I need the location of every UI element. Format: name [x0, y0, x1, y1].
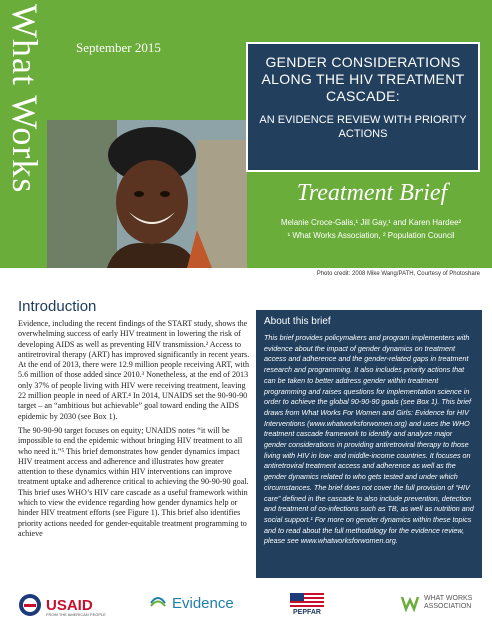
usaid-seal-icon [18, 593, 42, 617]
footer-logos [0, 585, 492, 635]
photo-credit: Photo credit: 2008 Mike Wang/PATH, Courtesy of Photoshare [316, 271, 480, 277]
ww-line-2: ASSOCIATION [424, 603, 472, 610]
evidence-name: Evidence [172, 594, 234, 612]
about-body: This brief provides policymakers and program implementers with evidence about the impact of gender dynamics on treatment access and adherence and the gender-related gaps in treatment research and programming. It also includes priority actions that can be taken to better address gender within treatment programming and raises questions for implementation science in order to achieve the global 90-90-90 goals (see Box 1). This brief draws from What Works For Women and Girls: Evidence for HIV Interventions (www.whatworksforwomen.org) and uses the WHO treatment cascade framework to identify and analyze major gender considerations in providing antiretroviral therapy to those living with HIV in low- and middle-income countries. It focuses on antiretroviral treatment access and adherence as well as the gender dynamics related to who gets tested and under which circumstances. The brief does not cover the full provision of “HIV care” defined in the cascade to also include prevention, detection and treatment of co-infections such as TB, as well as nutrition and social support.¹ For more on gender dynamics within these topics and to read about the full methodology for the evidence review, please see www.whatworksforwomen.org. [264, 333, 474, 546]
brief-subtitle: AN EVIDENCE REVIEW WITH PRIORITY ACTIONS [259, 114, 467, 140]
usaid-logo [18, 593, 106, 617]
usaid-name: USAID [46, 596, 93, 614]
header-band [0, 0, 492, 268]
brief-title: GENDER CONSIDERATIONS ALONG THE HIV TREATMENT CASCADE: [261, 54, 465, 104]
about-heading: About this brief [264, 316, 331, 327]
what-works-association-name [424, 595, 472, 611]
about-brief-box [256, 310, 482, 578]
author-affiliations: ¹ What Works Association, ² Population Council [287, 231, 455, 240]
title-box [246, 42, 480, 172]
author-names: Melanie Croce-Galis,¹ Jill Gay,¹ and Karen Hardee² [280, 218, 462, 227]
evidence-swirl-icon [148, 593, 168, 613]
what-works-association-logo [400, 593, 472, 613]
introduction-section [18, 298, 250, 543]
cover-photo [47, 120, 247, 268]
usaid-tagline: FROM THE AMERICAN PEOPLE [46, 612, 106, 617]
ww-line-1: WHAT WORKS [424, 595, 473, 602]
authors-block [256, 216, 486, 242]
pepfar-flag-icon [290, 593, 324, 609]
evidence-project-logo [148, 593, 234, 613]
treatment-brief-label: Treatment Brief [296, 180, 448, 206]
pepfar-logo [290, 593, 324, 616]
pepfar-name: PEPFAR [292, 609, 321, 616]
introduction-heading: Introduction [18, 298, 97, 315]
what-works-mark-icon [400, 593, 420, 613]
intro-paragraph-1: Evidence, including the recent findings of the START study, shows the overwhelming success of early HIV treatment in lowering the risk of developing AIDS as well as preventing HIV transmission.² Access to antiretroviral therapy (ART) has improved significantly in recent years. At the end of 2013, there were 12.9 million people receiving ART, with 5.6 million of those added since 2010.³ Nonetheless, at the end of 2013 only 37% of people living with HIV were receiving treatment, leaving 22 million people in need of ART.⁴ In 2014, UNAIDS set the 90-90-90 target – an “ambitious but achievable” goal toward ending the AIDS epidemic by 2030 (see Box 1). [18, 319, 250, 421]
intro-paragraph-2: The 90-90-90 target focuses on equity; UNAIDS notes “it will be impossible to end the epidemic without bringing HIV treatment to all who need it.”⁵ This brief demonstrates how gender dynamics impact HIV treatment access and adherence and illustrates how greater attention to these dynamics within HIV interventions can improve treatment uptake and adherence critical to achieving the 90-90-90 goal. This brief uses WHO’s HIV care cascade as a useful framework within which to view the evidence regarding how gender dynamics help or hinder HIV treatment efforts (see Figure 1). This brief also identifies priority actions needed for gender-equitable treatment programming to achieve [18, 425, 249, 538]
publication-date: September 2015 [76, 40, 161, 55]
brand-vertical-title: What Works [5, 4, 45, 194]
